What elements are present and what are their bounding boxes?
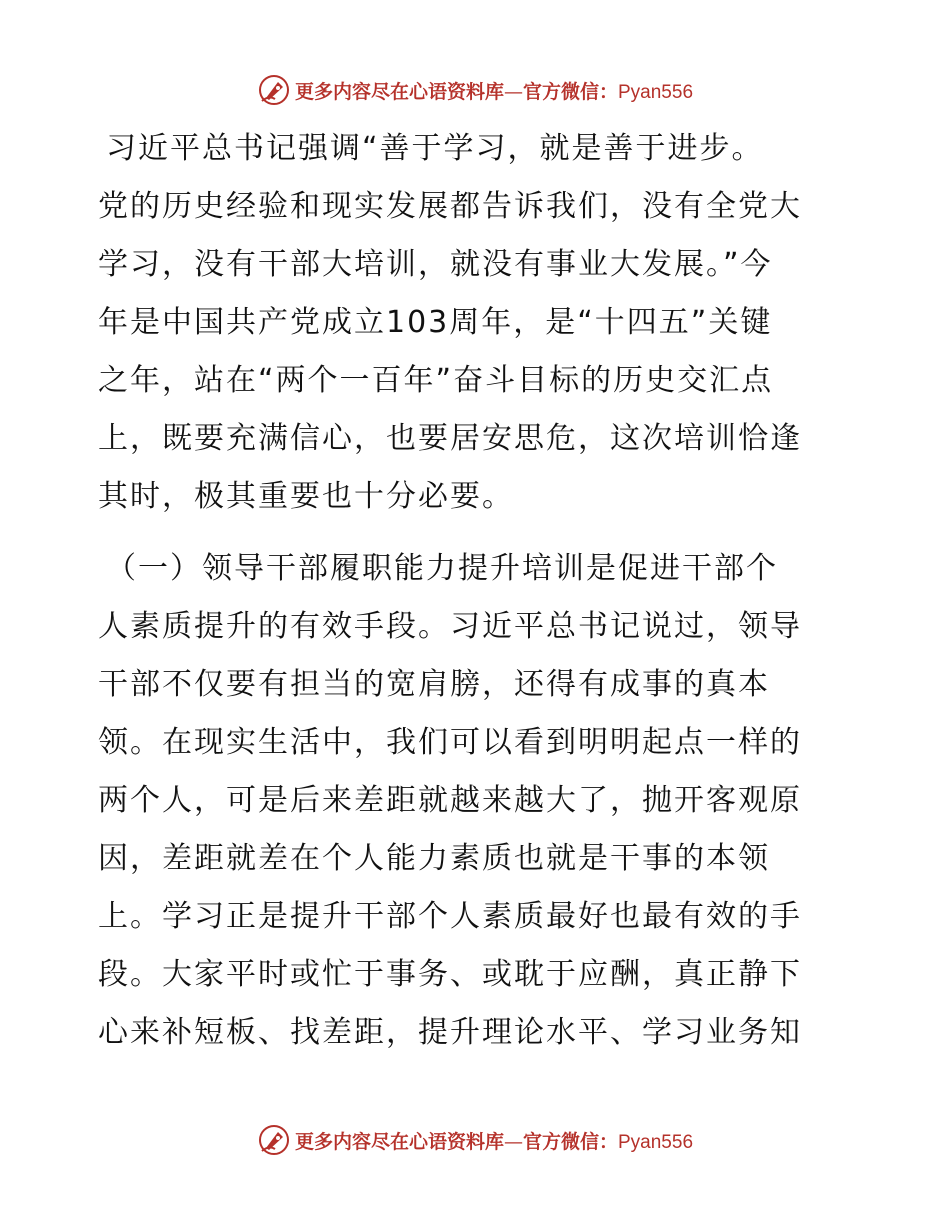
- paragraph-2: [98, 540, 858, 1062]
- watermark-suffix: 官方微信：: [522, 1130, 618, 1153]
- watermark-text: [295, 77, 693, 104]
- pen-nib-logo-icon: [257, 73, 291, 107]
- watermark-account: Pyan556: [618, 1131, 694, 1153]
- text-line: 之年，站在“两个一百年”奋斗目标的历史交汇点: [98, 363, 774, 398]
- text-line: （一）领导干部履职能力提升培训是促进干部个: [106, 551, 778, 586]
- text-line: 上，既要充满信心，也要居安思危，这次培训恰逢: [98, 421, 802, 456]
- text-line: 人素质提升的有效手段。习近平总书记说过，领导: [98, 609, 802, 644]
- watermark-suffix: 官方微信：: [522, 80, 618, 103]
- text-line: 段。大家平时或忙于事务、或耽于应酬，真正静下: [98, 957, 802, 992]
- footer-watermark-banner: [0, 1120, 950, 1160]
- text-line: 干部不仅要有担当的宽肩膀，还得有成事的真本: [98, 667, 770, 702]
- watermark-dash: —: [503, 80, 523, 103]
- text-line: 习近平总书记强调“善于学习，就是善于进步。: [106, 131, 764, 166]
- header-watermark-banner: [0, 70, 950, 110]
- text-line: 年是中国共产党成立103周年，是“十四五”关键: [98, 305, 773, 340]
- text-line: 党的历史经验和现实发展都告诉我们，没有全党大: [98, 189, 802, 224]
- text-line: 心来补短板、找差距，提升理论水平、学习业务知: [98, 1015, 802, 1050]
- watermark-main: 更多内容尽在心语资料库: [294, 80, 504, 103]
- watermark-dash: —: [503, 1130, 523, 1153]
- paragraph-1: [98, 120, 858, 526]
- watermark-text: [295, 1127, 693, 1154]
- text-line: 两个人，可是后来差距就越来越大了，抛开客观原: [98, 783, 802, 818]
- pen-nib-logo-icon: [257, 1123, 291, 1157]
- watermark-account: Pyan556: [618, 81, 694, 103]
- document-body: [98, 120, 858, 1062]
- text-line: 领。在现实生活中，我们可以看到明明起点一样的: [98, 725, 802, 760]
- text-line: 上。学习正是提升干部个人素质最好也最有效的手: [98, 899, 802, 934]
- text-line: 学习，没有干部大培训，就没有事业大发展。”今: [98, 247, 773, 282]
- watermark-main: 更多内容尽在心语资料库: [294, 1130, 504, 1153]
- paragraph-gap: [98, 526, 858, 540]
- text-line: 其时，极其重要也十分必要。: [98, 479, 514, 514]
- text-line: 因，差距就差在个人能力素质也就是干事的本领: [98, 841, 770, 876]
